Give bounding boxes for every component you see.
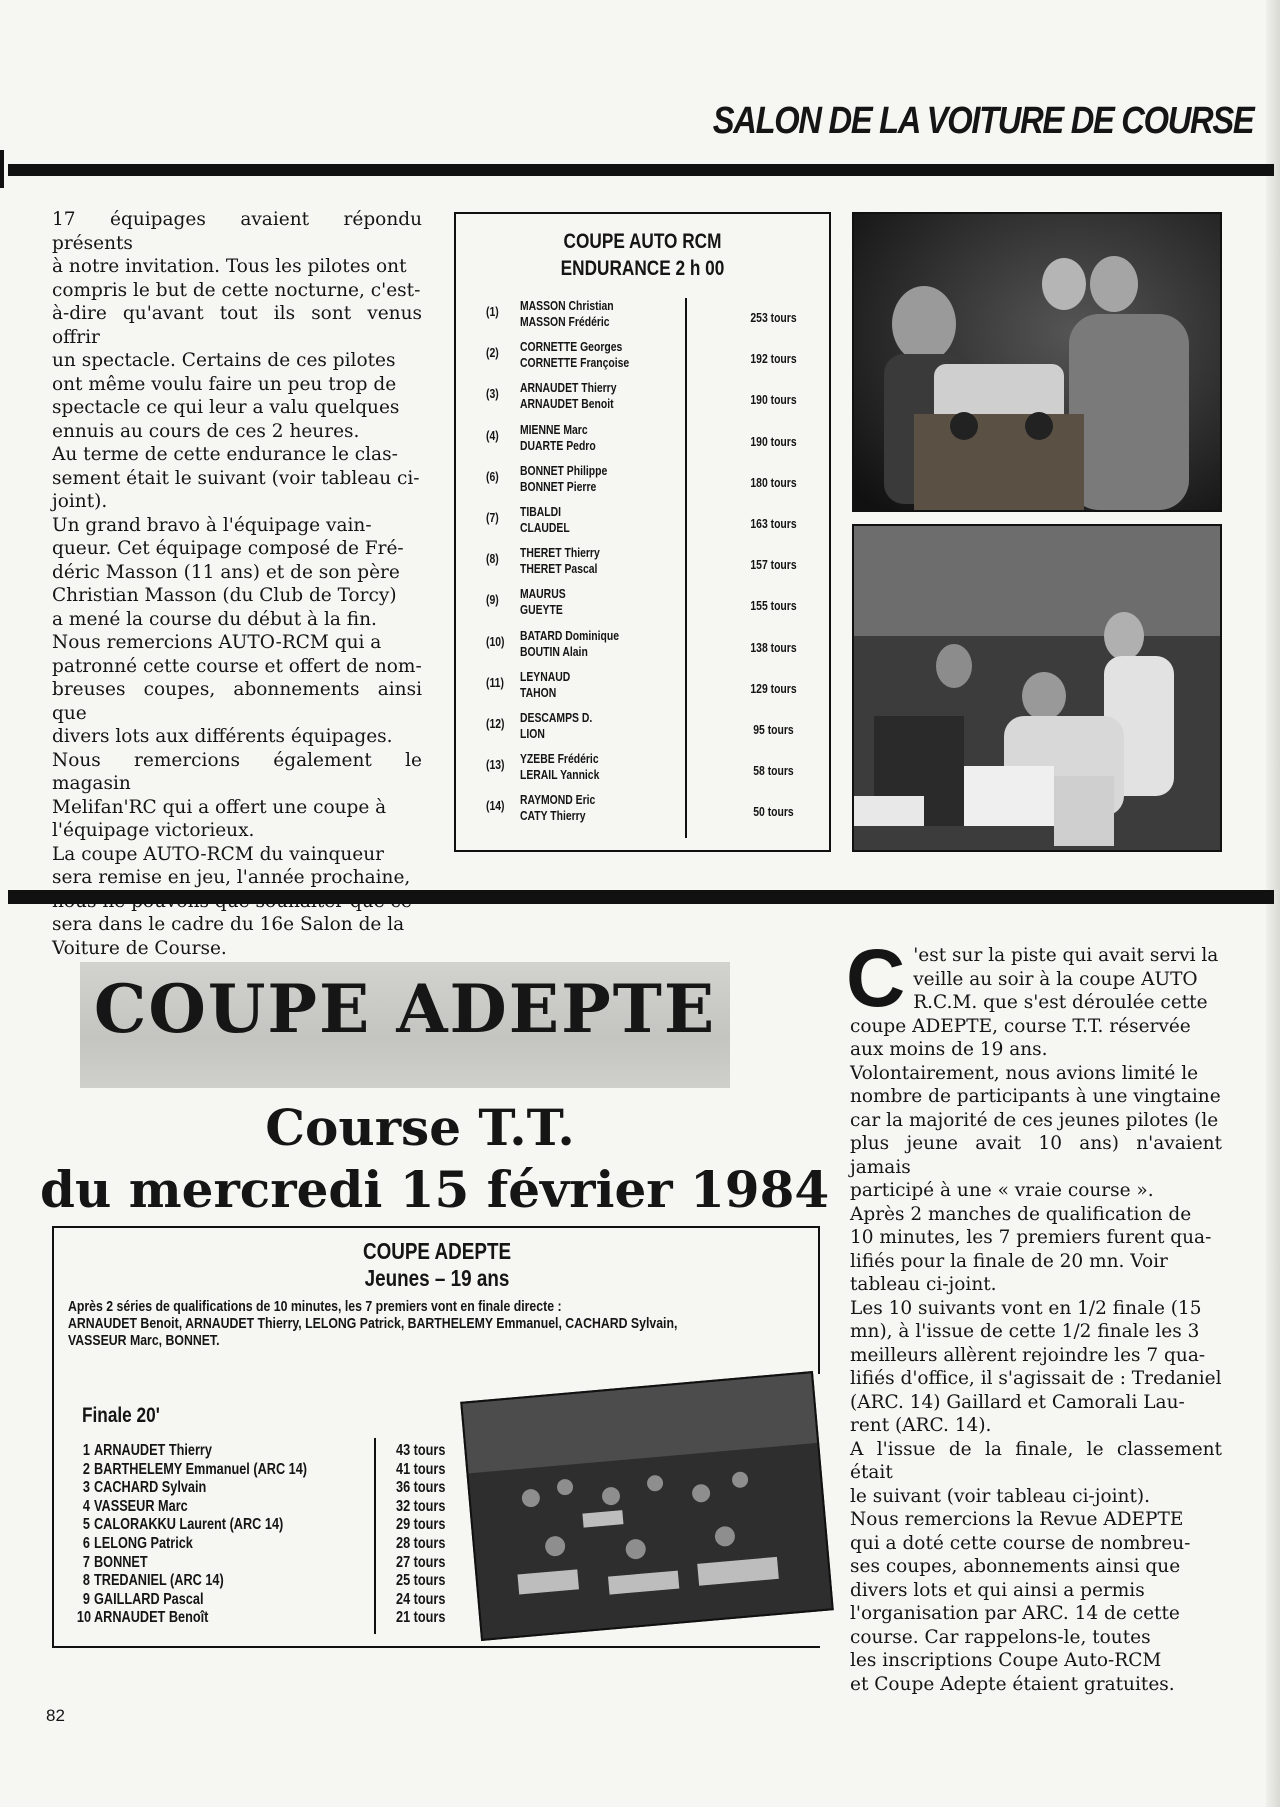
team-names [520,751,599,783]
text-line: qui a doté cette course de nombreu- [850,1532,1191,1554]
table-row [456,504,829,544]
driver-name: CACHARD Sylvain [94,1479,207,1497]
text-line: les inscriptions Coupe Auto-RCM [850,1650,1162,1671]
table-row [456,298,829,338]
finale-row [54,1609,514,1627]
text-line: Nous remercions la Revue ADEPTE [850,1509,1184,1530]
rank: (1) [486,304,499,319]
table-row [456,710,829,750]
table-row [456,339,829,379]
note-line: Après 2 séries de qualifications de 10 minutes, les 7 premiers vont en finale directe : [68,1298,562,1315]
driver-name: LEYNAUD [520,668,571,684]
photo-race-hall [460,1371,834,1641]
team-names [520,710,592,742]
driver-name: BONNET Philippe [520,462,608,478]
photo-pit-crowd-image [854,526,1220,850]
race-subtitle: Course T.T. [265,1098,575,1157]
driver-name: BONNET Pierre [520,478,597,494]
laps: 28 tours [396,1535,446,1552]
adepte-title-line1: COUPE ADEPTE [362,1238,512,1264]
laps: 155 tours [750,598,797,614]
rank: 4 [82,1497,90,1515]
finale-row [54,1516,514,1534]
driver-name: MAURUS [520,586,566,602]
photo-pit-team [852,212,1222,512]
finale-title: Finale 20' [82,1404,160,1427]
text-line: (ARC. 14) Gaillard et Camorali Lau- [850,1391,1185,1413]
driver-name: DUARTE Pedro [520,437,596,453]
team-names [520,380,617,412]
driver-name: BARTHELEMY Emmanuel (ARC 14) [94,1460,308,1478]
laps: 21 tours [396,1609,446,1627]
text-line: Voiture de Course. [52,937,227,959]
text-line: lifiés pour la finale de 20 mn. Voir [850,1250,1168,1272]
laps: 29 tours [396,1516,446,1534]
text-line: joint). [52,491,108,512]
laps: 180 tours [750,474,797,490]
laps: 190 tours [750,433,797,449]
text-line: l'organisation par ARC. 14 de cette [850,1603,1180,1624]
section-rule [8,890,1274,904]
text-line: Nous remercions AUTO-RCM qui a [52,632,382,653]
text-line: divers lots et qui ainsi a permis [850,1579,1145,1601]
text-line: A l'issue de la finale, le classement était [850,1438,1222,1483]
laps: 253 tours [750,310,797,325]
rank: 7 [82,1553,90,1571]
adepte-article [846,933,1222,1696]
table-row [456,792,829,832]
finale-row [54,1535,514,1553]
table-row [456,463,829,503]
laps: 27 tours [396,1553,446,1571]
laps: 192 tours [750,351,797,367]
team-names [520,586,566,618]
team-names [520,298,614,330]
text-line: et Coupe Adepte étaient gratuites. [850,1673,1175,1695]
text-line: un spectacle. Certains de ces pilotes [52,350,396,371]
text-line: rent (ARC. 14). [850,1415,992,1436]
header-rule [8,164,1274,176]
text-line: spectacle ce qui leur a valu quelques [52,397,400,418]
driver-name: THERET Thierry [520,545,600,561]
text-line: queur. Cet équipage composé de Fré- [52,538,404,559]
text-line: à-dire qu'avant tout ils sont venus offrir [52,303,422,348]
rank: 6 [82,1535,90,1552]
adepte-title-line2: Jeunes – 19 ans [364,1265,510,1291]
finale-row [54,1461,514,1479]
driver-name: ARNAUDET Thierry [520,380,617,396]
rank: (6) [486,468,499,484]
laps: 36 tours [396,1479,446,1497]
driver-name: BATARD Dominique [520,627,619,643]
drop-cap: C [846,933,906,1024]
rank: (2) [486,345,499,361]
text-line: La coupe AUTO-RCM du vainqueur [52,843,384,865]
driver-name: LELONG Patrick [94,1535,193,1552]
laps: 58 tours [753,763,794,779]
page-number: 82 [46,1706,65,1725]
rank: (11) [486,674,504,690]
finale-row [54,1572,514,1590]
team-names [520,504,570,536]
photo-pit-crowd [852,524,1222,852]
text-line: Un grand bravo à l'équipage vain- [52,514,372,536]
text-line: veille au soir à la coupe AUTO [913,968,1198,990]
finale-row [54,1479,514,1497]
driver-name: GUEYTE [520,602,563,618]
driver-name: CALORAKKU Laurent (ARC 14) [94,1516,284,1534]
text-line: compris le but de cette nocturne, c'est- [52,279,421,301]
table-right-border [818,1226,820,1374]
finale-row [54,1554,514,1572]
text-line: divers lots aux différents équipages. [52,726,393,747]
photo-pit-team-image [854,214,1220,510]
driver-name: TAHON [520,684,557,700]
text-line: tableau ci-joint. [850,1274,997,1295]
driver-name: CORNETTE Georges [520,339,623,355]
rank: (3) [486,386,499,402]
driver-name: BONNET [94,1553,148,1571]
text-line: ennuis au cours de ces 2 heures. [52,420,360,442]
rank: 1 [82,1442,90,1459]
rank: (14) [486,798,505,814]
intro-article [52,208,422,960]
rank: 9 [82,1590,90,1608]
text-line: participé à une « vraie course ». [850,1180,1154,1201]
rank: (4) [486,427,499,443]
laps: 41 tours [396,1460,446,1478]
driver-name: VASSEUR Marc [94,1497,188,1515]
driver-name: BOUTIN Alain [520,643,588,659]
text-line: meilleurs allèrent rejoindre les 7 qua- [850,1344,1206,1366]
note-line: ARNAUDET Benoit, ARNAUDET Thierry, LELONG Patrick, BARTHELEMY Emmanuel, CACHARD Sylvain, [68,1315,678,1332]
endurance-title-line1: COUPE AUTO RCM [563,230,722,253]
laps: 95 tours [753,722,794,737]
photo-race-hall-image [462,1373,831,1639]
rank: (13) [486,757,505,773]
table-row [456,669,829,709]
text-line: lifiés d'office, il s'agissait de : Tredaniel [850,1368,1222,1389]
text-line: Volontairement, nous avions limité le [850,1062,1199,1084]
text-line: Après 2 manches de qualification de [850,1203,1192,1225]
driver-name: LERAIL Yannick [520,767,600,783]
team-names [520,628,619,660]
driver-name: ARNAUDET Benoît [94,1609,209,1627]
driver-name: THERET Pascal [520,561,598,577]
driver-name: CATY Thierry [520,808,586,824]
adepte-table-title [123,1238,751,1292]
text-line: Nous remercions également le magasin [52,749,422,794]
laps: 25 tours [396,1572,446,1590]
text-line: 17 équipages avaient répondu présents [52,209,422,254]
rank: 3 [82,1479,90,1497]
text-line: car la majorité de ces jeunes pilotes (le [850,1109,1219,1131]
text-line: sera dans le cadre du 16e Salon de la [52,914,405,935]
race-date: du mercredi 15 février 1984 [40,1160,830,1219]
driver-name: TIBALDI [520,504,562,519]
banner-title: COUPE ADEPTE [93,970,717,1048]
margin-mark [0,150,4,188]
text-line: aux moins de 19 ans. [850,1039,1048,1060]
laps: 50 tours [753,804,794,820]
driver-name: RAYMOND Eric [520,792,596,808]
text-line: 10 minutes, les 7 premiers furent qua- [850,1227,1212,1248]
rank: (8) [486,551,499,567]
table-row [456,545,829,585]
table-row [456,628,829,668]
text-line: a mené la course du début à la fin. [52,608,377,630]
note-line: VASSEUR Marc, BONNET. [68,1332,220,1349]
text-line: coupe ADEPTE, course T.T. réservée [850,1015,1191,1037]
text-line: Les 10 suivants vont en 1/2 finale (15 [850,1297,1202,1319]
text-line: nombre de participants à une vingtaine [850,1086,1221,1107]
coupe-adepte-banner [80,962,730,1088]
rank: (10) [486,633,505,649]
text-line: R.C.M. que s'est déroulée cette [913,992,1208,1013]
driver-name: ARNAUDET Benoit [520,396,614,412]
text-line: patronné cette course et offert de nom- [52,655,422,677]
finale-row [54,1498,514,1516]
text-line: 'est sur la piste qui avait servi la [913,945,1219,966]
text-line: plus jeune avait 10 ans) n'avaient jamais [850,1133,1222,1178]
team-names [520,339,629,371]
rank: 8 [82,1572,90,1590]
endurance-table-title [490,228,796,282]
driver-name: LION [520,726,545,741]
team-names [520,792,595,824]
driver-name: YZEBE Frédéric [520,751,599,767]
text-line: l'équipage victorieux. [52,820,255,841]
qualification-note [68,1298,806,1349]
laps: 129 tours [750,680,797,696]
laps: 138 tours [750,639,797,655]
text-line: à notre invitation. Tous les pilotes ont [52,256,407,277]
text-line: le suivant (voir tableau ci-joint). [850,1485,1150,1507]
driver-name: CORNETTE Françoise [520,355,630,371]
team-names [520,545,600,577]
team-names [520,463,607,495]
table-row [456,380,829,420]
text-line: mn), à l'issue de cette 1/2 finale les 3 [850,1321,1200,1342]
driver-name: ARNAUDET Thierry [94,1442,212,1459]
driver-name: GAILLARD Pascal [94,1590,204,1608]
section-title: SALON DE LA VOITURE DE COURSE [712,100,1254,142]
table-row [456,422,829,462]
laps: 163 tours [750,516,797,531]
text-line: Au terme de cette endurance le clas- [52,444,398,465]
driver-name: CLAUDEL [520,520,570,535]
laps: 157 tours [750,557,797,573]
driver-name: MIENNE Marc [520,421,588,437]
laps: 190 tours [750,392,797,408]
laps: 32 tours [396,1497,446,1515]
text-line: sement était le suivant (voir tableau ci- [52,467,420,489]
rank: 2 [82,1460,90,1478]
rank: (9) [486,592,499,608]
text-line: breuses coupes, abonnements ainsi que [52,679,422,724]
table-row [456,586,829,626]
text-line: Melifan'RC qui a offert une coupe à [52,796,387,818]
finale-row [54,1591,514,1609]
rank: (12) [486,716,505,731]
team-names [520,669,570,701]
driver-name: TREDANIEL (ARC 14) [94,1572,224,1590]
driver-name: MASSON Frédéric [520,314,610,329]
endurance-results-table [454,212,831,852]
rank: (7) [486,510,499,525]
finale-row [54,1442,514,1460]
driver-name: DESCAMPS D. [520,710,593,725]
laps: 43 tours [396,1442,446,1459]
text-line: Christian Masson (du Club de Torcy) [52,585,397,606]
driver-name: MASSON Christian [520,298,614,313]
endurance-title-line2: ENDURANCE 2 h 00 [560,257,725,280]
text-line: ont même voulu faire un peu trop de [52,373,397,395]
laps: 24 tours [396,1590,446,1608]
rank: 10 [76,1609,92,1627]
rank: 5 [82,1516,90,1534]
team-names [520,422,596,454]
text-line: course. Car rappelons-le, toutes [850,1626,1151,1648]
text-line: ses coupes, abonnements ainsi que [850,1556,1181,1577]
text-line: déric Masson (11 ans) et de son père [52,561,400,583]
table-row [456,751,829,791]
text-line: sera remise en jeu, l'année prochaine, [52,867,411,888]
